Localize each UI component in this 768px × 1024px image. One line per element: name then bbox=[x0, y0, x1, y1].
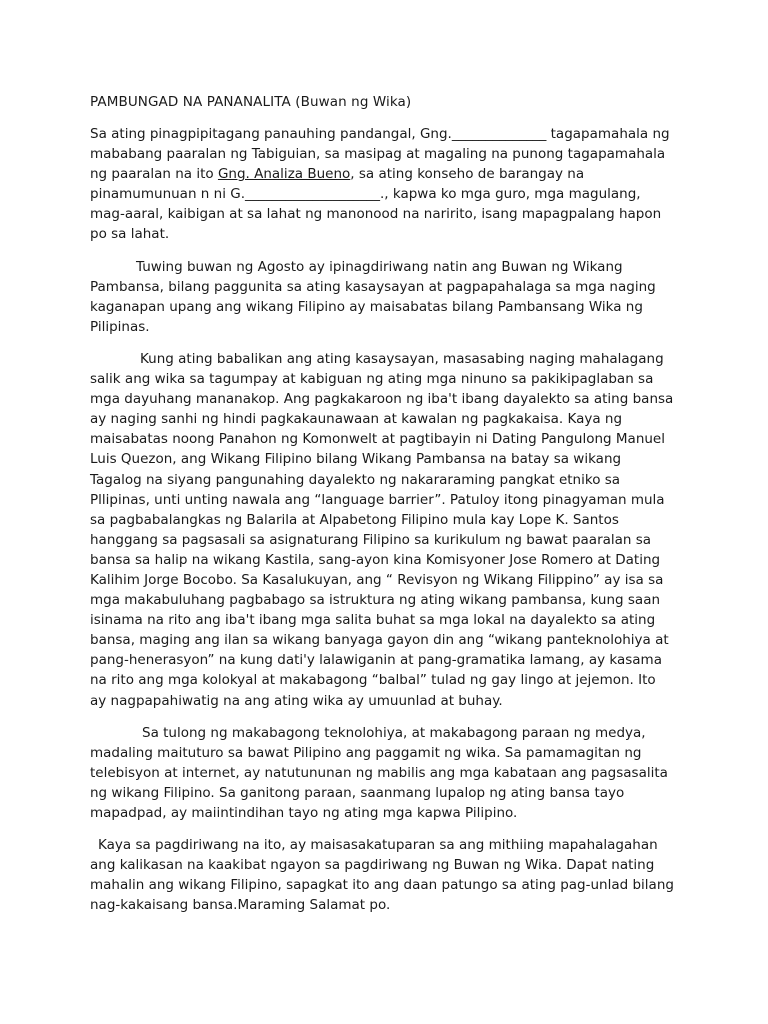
paragraph-history: Kung ating babalikan ang ating kasaysayan, masasabing naging mahalagang salik ang wika sa tagumpay at kabiguan ng ating mga ninuno sa pakikipaglaban sa mga dayuhang mananakop. Ang pagkakaroon ng iba't ibang dayalekto sa ating bansa ay naging sanhi ng hindi pagkakaunawaan at kawalan ng pagkakaisa. Kaya ng maisabatas noong Panahon ng Komonwelt at pagtibayin ni Dating Pangulong Manuel Luis Quezon, ang Wikang Filipino bilang Wikang Pambansa na batay sa wikang Tagalog na siyang pangunahing dayalekto ng nakararaming pangkat etniko sa Pllipinas, unti unting nawala ang “language barrier”. Patuloy itong pinagyaman mula sa pagbabalangkas ng Balarila at Alpabetong Filipino mula kay Lope K. Santos hanggang sa pagsasali sa asignaturang Filipino sa kurikulum ng bawat paaralan sa bansa sa halip na wikang Kastila, sang-ayon kina Komisyoner Jose Romero at Dating Kalihim Jorge Bocobo. Sa Kasalukuyan, ang “ Revisyon ng Wikang Filippino” ay isa sa mga makabuluhang pagbabago sa istruktura ng ating wikang pambansa, kung saan isinama na rito ang iba't ibang mga salita buhat sa mga lokal na dayalekto sa ating bansa, maging ang ilan sa wikang banyaga gayon din ang “wikang panteknolohiya at pang-henerasyon” na kung dati'y lalawiganin at pang-gramatika lamang, ay kasama na rito ang mga kolokyal at makabagong “balbal” tulad ng gay lingo at jejemon. Ito ay nagpapahiwatig na ang ating wika ay umuunlad at buhay. bbox=[90, 350, 674, 709]
paragraph-technology: Sa tulong ng makabagong teknolohiya, at makabagong paraan ng medya, madaling maituturo sa bawat Pilipino ang paggamit ng wika. Sa pamamagitan ng telebisyon at internet, ay natutununan ng mabilis ang mga kabataan ang pagsasalita ng wikang Filipino. Sa ganitong paraan, saanmang lupalop ng ating bansa tayo mapadpad, ay maiintindihan tayo ng ating mga kapwa Pilipino. bbox=[90, 724, 668, 821]
document-title: PAMBUNGAD NA PANANALITA (Buwan ng Wika) bbox=[90, 94, 412, 110]
paragraph-greeting bbox=[90, 124, 676, 245]
paragraph-closing: Kaya sa pagdiriwang na ito, ay maisasakatuparan sa ang mithiing mapahalagahan ang kalikasan na kaakibat ngayon sa pagdiriwang ng Buwan ng Wika. Dapat nating mahalin ang wikang Filipino, sapagkat ito ang daan patungo sa ating pag-unlad bilang nag-kakaisang bansa.Maraming Salamat po. bbox=[90, 837, 674, 914]
principal-name: Gng. Analiza Bueno bbox=[217, 166, 351, 183]
greeting-text-after: , sa ating konseho de barangay na pinamumunuan n ni G.____________________., kapwa ko mga guro, mga magulang, mag-aaral, kaibigan at sa lahat ng manonood na naririto, isang mapagpalang hapon po sa lahat. bbox=[90, 166, 662, 243]
paragraph-august: Tuwing buwan ng Agosto ay ipinagdiriwang natin ang Buwan ng Wikang Pambansa, bilang paggunita sa ating kasaysayan at pagpapahalaga sa mga naging kaganapan upang ang wikang Filipino ay maisabatas bilang Pambansang Wika ng Pilipinas. bbox=[90, 258, 656, 335]
greeting-text-before: Sa ating pinagpipitagang panauhing pandangal, Gng.______________ tagapamahala ng mababang paaralan ng Tabiguian, sa masipag at magaling na punong tagapamahala ng paaralan na ito bbox=[90, 126, 670, 183]
